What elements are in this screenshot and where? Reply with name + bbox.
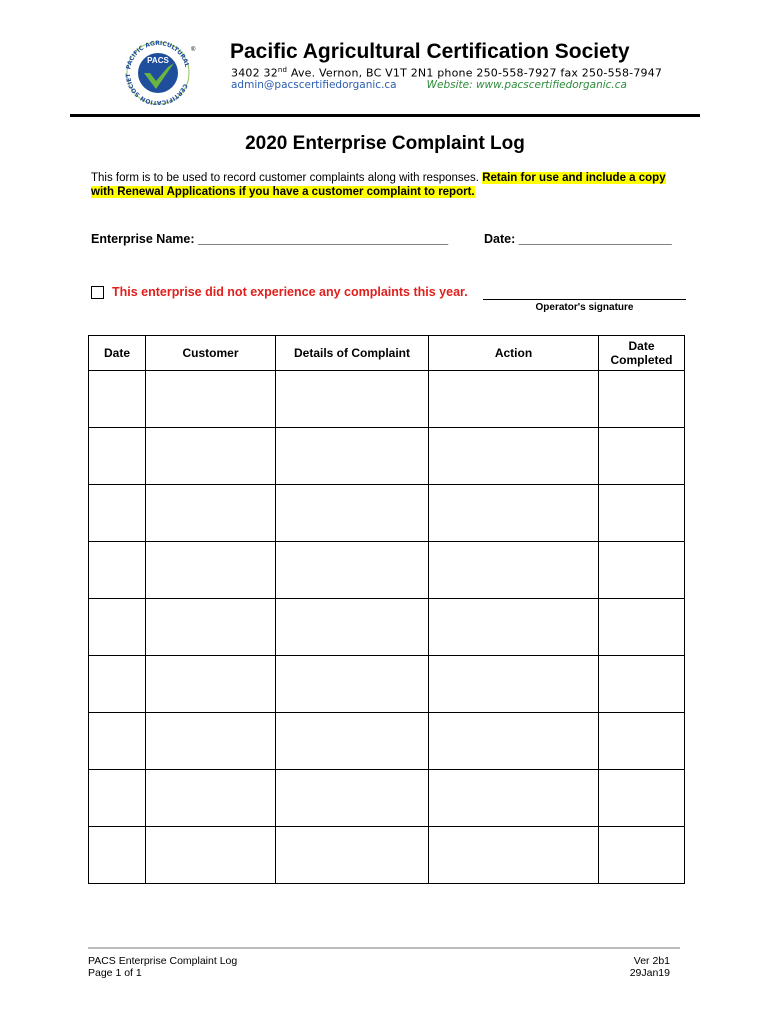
- footer-right: [560, 955, 670, 979]
- no-complaints-label: This enterprise did not experience any complaints this year.: [112, 285, 468, 299]
- table-cell[interactable]: [276, 827, 429, 884]
- table-cell[interactable]: [429, 371, 599, 428]
- svg-text:®: ®: [191, 47, 196, 53]
- column-header-details: Details of Complaint: [276, 336, 429, 371]
- table-cell[interactable]: [276, 656, 429, 713]
- footer-date: 29Jan19: [629, 967, 670, 979]
- table-cell[interactable]: [146, 542, 276, 599]
- table-row: [89, 770, 685, 827]
- column-header-customer: Customer: [146, 336, 276, 371]
- column-header-date: Date: [89, 336, 146, 371]
- table-cell[interactable]: [276, 713, 429, 770]
- table-cell[interactable]: [276, 485, 429, 542]
- table-cell[interactable]: [146, 656, 276, 713]
- footer-page-number: Page 1 of 1: [88, 967, 142, 979]
- table-cell[interactable]: [599, 827, 685, 884]
- table-cell[interactable]: [599, 713, 685, 770]
- table-cell[interactable]: [599, 599, 685, 656]
- table-row: [89, 485, 685, 542]
- table-cell[interactable]: [89, 428, 146, 485]
- table-cell[interactable]: [429, 599, 599, 656]
- website-link[interactable]: Website: www.pacscertifiedorganic.ca: [426, 79, 627, 91]
- svg-text:CERTIFICATION SOCIETY: CERTIFICATION SOCIET: [124, 73, 189, 105]
- table-row: [89, 827, 685, 884]
- table-header-row: [89, 336, 685, 371]
- table-cell[interactable]: [276, 428, 429, 485]
- date-field[interactable]: Date: ______________________: [484, 232, 672, 246]
- table-cell[interactable]: [276, 770, 429, 827]
- footer-divider: [88, 947, 680, 949]
- svg-text:PACS: PACS: [147, 56, 169, 65]
- column-header-date-completed: Date Completed: [599, 336, 685, 371]
- no-complaints-checkbox[interactable]: [91, 286, 104, 299]
- table-cell[interactable]: [429, 542, 599, 599]
- svg-text:PACIFIC AGRICULTURAL: PACIFIC AGRICULTURAL: [125, 39, 191, 70]
- table-cell[interactable]: [146, 428, 276, 485]
- signature-line[interactable]: [483, 299, 686, 300]
- table-cell[interactable]: [599, 542, 685, 599]
- table-cell[interactable]: [599, 485, 685, 542]
- pacs-seal-icon: [120, 37, 198, 105]
- complaint-log-table: [88, 335, 685, 884]
- table-cell[interactable]: [429, 827, 599, 884]
- header-divider: [70, 114, 700, 117]
- table-cell[interactable]: [89, 542, 146, 599]
- table-cell[interactable]: [429, 713, 599, 770]
- table-cell[interactable]: [146, 770, 276, 827]
- form-instructions: This form is to be used to record customer complaints along with responses. Retain for use and include a copy with Renewal Applications if you have a customer complaint to report.: [91, 172, 666, 198]
- table-cell[interactable]: [599, 428, 685, 485]
- enterprise-name-field[interactable]: Enterprise Name: ____________________________________: [91, 232, 449, 246]
- table-cell[interactable]: [89, 656, 146, 713]
- table-cell[interactable]: [146, 599, 276, 656]
- form-title: 2020 Enterprise Complaint Log: [245, 133, 525, 154]
- signature-label: Operator's signature: [535, 302, 634, 313]
- footer-document-name: PACS Enterprise Complaint Log: [88, 955, 238, 967]
- column-header-action: Action: [429, 336, 599, 371]
- table-cell[interactable]: [429, 485, 599, 542]
- table-row: [89, 371, 685, 428]
- table-cell[interactable]: [429, 656, 599, 713]
- footer-version: Ver 2b1: [633, 955, 670, 967]
- table-row: [89, 599, 685, 656]
- table-cell[interactable]: [89, 827, 146, 884]
- table-row: [89, 428, 685, 485]
- table-cell[interactable]: [146, 371, 276, 428]
- table-row: [89, 713, 685, 770]
- organization-contact-links: [231, 79, 627, 91]
- table-cell[interactable]: [276, 371, 429, 428]
- table-cell[interactable]: [429, 770, 599, 827]
- table-cell[interactable]: [599, 770, 685, 827]
- table-cell[interactable]: [599, 371, 685, 428]
- pacs-logo: [120, 37, 198, 110]
- table-cell[interactable]: [89, 599, 146, 656]
- table-cell[interactable]: [276, 542, 429, 599]
- footer-left: [88, 955, 237, 979]
- table-cell[interactable]: [89, 485, 146, 542]
- table-cell[interactable]: [89, 770, 146, 827]
- table-cell[interactable]: [599, 656, 685, 713]
- table-row: [89, 656, 685, 713]
- table-cell[interactable]: [146, 485, 276, 542]
- table-row: [89, 542, 685, 599]
- organization-name: Pacific Agricultural Certification Society: [230, 40, 630, 63]
- table-cell[interactable]: [89, 713, 146, 770]
- table-cell[interactable]: [146, 713, 276, 770]
- table-cell[interactable]: [146, 827, 276, 884]
- organization-address: 3402 32nd Ave. Vernon, BC V1T 2N1 phone 250-558-7927 fax 250-558-7947: [231, 66, 663, 80]
- email-link[interactable]: admin@pacscertifiedorganic.ca: [231, 79, 397, 91]
- table-cell[interactable]: [276, 599, 429, 656]
- table-cell[interactable]: [429, 428, 599, 485]
- table-cell[interactable]: [89, 371, 146, 428]
